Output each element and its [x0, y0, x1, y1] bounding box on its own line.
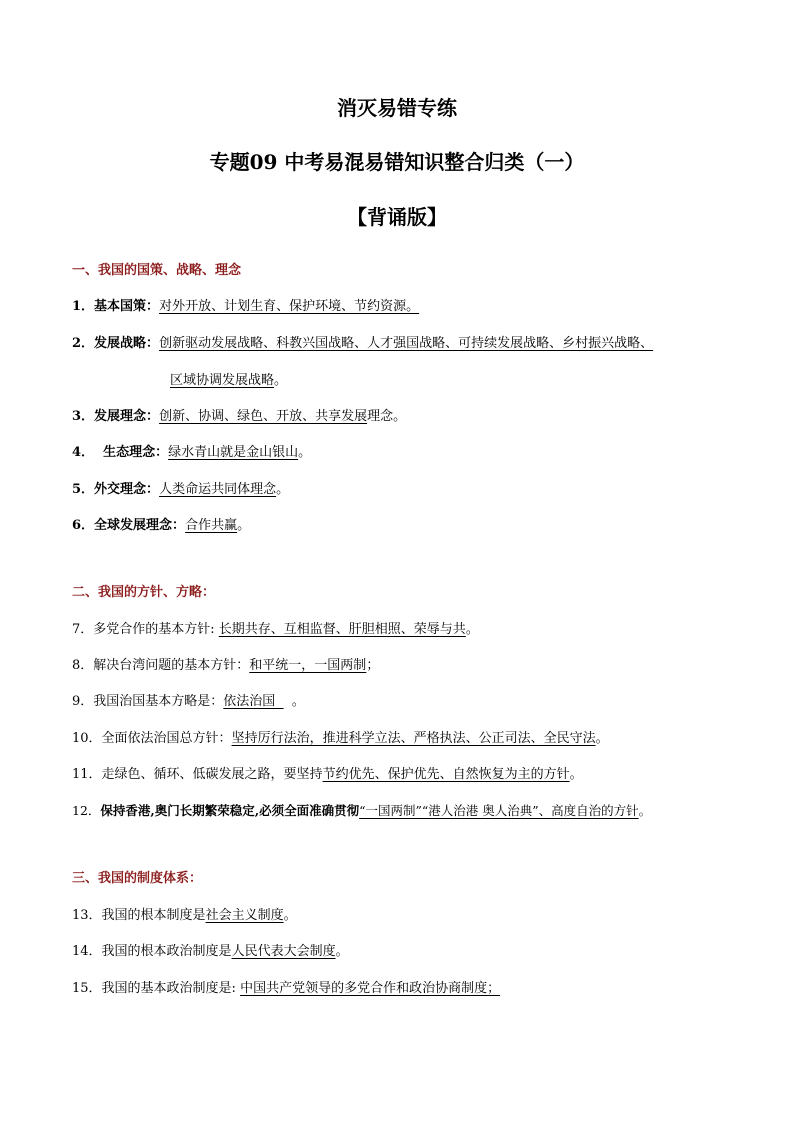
list-item-continuation: 区域协调发展战略。	[170, 373, 288, 388]
edition-title: 【背诵版】	[347, 205, 447, 229]
list-item: 12．保持香港,奥门长期繁荣稳定,必须全面准确贯彻“一国两制”“港人治港 奥人治典”、高度自治的方针。	[72, 803, 652, 818]
list-item: 2．发展战略：创新驱动发展战略、科教兴国战略、人才强国战略、可持续发展战略、乡村振兴战略、	[72, 336, 654, 351]
list-item: 8．解决台湾问题的基本方针：和平统一，一国两制；	[72, 658, 380, 673]
list-item: 4． 生态理念：绿水青山就是金山银山。	[72, 445, 312, 460]
list-item: 6．全球发展理念：合作共赢。	[72, 518, 251, 533]
main-title: 消灭易错专练	[337, 96, 457, 120]
list-item: 7．多党合作的基本方针: 长期共存、互相监督、肝胆相照、荣辱与共。	[72, 622, 479, 637]
list-item: 15．我国的基本政治制度是: 中国共产党领导的多党合作和政治协商制度；	[72, 981, 501, 996]
list-item: 10．全面依法治国总方针：坚持厉行法治，推进科学立法、严格执法、公正司法、全民守法。	[72, 731, 609, 746]
section-heading-3: 三、我国的制度体系：	[72, 871, 203, 886]
list-item: 11．走绿色、循环、低碳发展之路，要坚持节约优先、保护优先、自然恢复为主的方针。	[72, 767, 583, 782]
list-item: 14．我国的根本政治制度是人民代表大会制度。	[72, 944, 349, 959]
section-heading-1: 一、我国的国策、战略、理念	[72, 263, 242, 278]
list-item: 5．外交理念：人类命运共同体理念。	[72, 482, 290, 497]
list-item: 3．发展理念：创新、协调、绿色、开放、共享发展理念。	[72, 409, 407, 424]
list-item: 9．我国治国基本方略是：依法治国 。	[72, 694, 305, 709]
list-item: 1．基本国策：对外开放、计划生育、保护环境、节约资源。	[72, 299, 420, 314]
list-item: 13．我国的根本制度是社会主义制度。	[72, 908, 297, 923]
topic-title: 专题09 中考易混易错知识整合归类（一）	[209, 150, 585, 174]
section-heading-2: 二、我国的方针、方略：	[72, 585, 216, 600]
